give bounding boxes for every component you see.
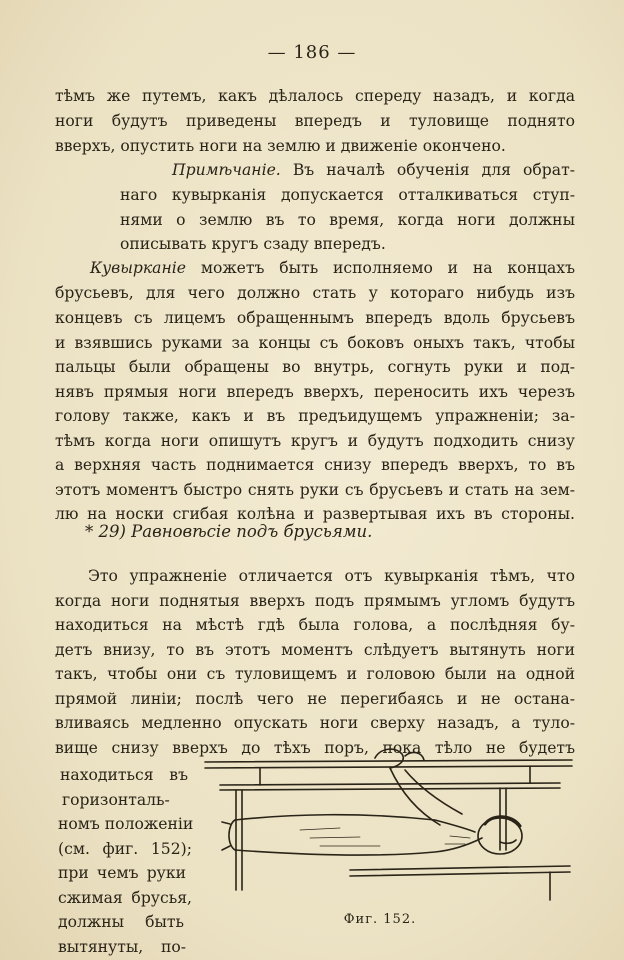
bar-rail-lower-under	[220, 788, 560, 790]
text-line: а верхняя часть поднимается снизу впередъ вверхъ, то въ	[55, 456, 575, 474]
note-line: описывать кругъ сзаду впередъ.	[120, 235, 386, 253]
wrap-line: вытянуты, по-	[58, 938, 186, 956]
wrap-line: при чемъ руки	[58, 864, 186, 882]
hands	[375, 749, 403, 768]
text-line: вверхъ, опустить ноги на землю и движеніе окончено.	[55, 137, 506, 155]
text-line: Это упражненіе отличается отъ кувырканія тѣмъ, что	[88, 567, 575, 585]
text-line: и взявшись руками за концы съ боковъ оныхъ такъ, чтобы	[55, 334, 575, 352]
bar-rail-upper	[205, 760, 572, 762]
arm	[405, 770, 462, 814]
text-line: брусьевъ, для чего должно стать у котораго нибудь изъ	[55, 284, 575, 302]
note-first-line	[172, 160, 575, 180]
torso-lower	[235, 838, 482, 855]
kuv-first-text: можетъ быть исполняемо и на концахъ	[200, 259, 575, 277]
note-first-text: Въ началѣ обученія для обрат-	[292, 161, 575, 179]
wrap-line: номъ положеніи	[58, 815, 194, 833]
hair	[485, 817, 520, 826]
page-number: — 186 —	[267, 42, 357, 63]
text-line: этотъ моментъ быстро снять руки съ брусьевъ и стать на зем-	[55, 481, 575, 499]
text-line: тѣмъ же путемъ, какъ дѣлалось спереду назадъ, и когда	[55, 87, 575, 105]
kuv-first-line	[90, 258, 575, 278]
note-label: Примѣчаніе.	[172, 161, 281, 179]
text-line: концевъ съ лицемъ обращеннымъ впередъ вдоль брусьевъ	[55, 309, 575, 327]
wrap-line: должны быть	[58, 913, 184, 931]
text-line: ноги будутъ приведены впередъ и туловище поднято	[55, 112, 575, 130]
wrap-line: сжимая брусья,	[58, 889, 192, 907]
text-line: вливаясь медленно опускать ноги сверху назадъ, а туло-	[55, 714, 575, 732]
text-line: нявъ прямыя ноги впередъ вверхъ, переносить ихъ черезъ	[55, 383, 575, 401]
note-line: наго кувырканія допускается отталкиваться ступ-	[120, 186, 575, 204]
torso-upper	[235, 815, 475, 832]
bar-rail-lower	[220, 783, 560, 785]
kuv-label: Кувырканіе	[90, 259, 186, 277]
figure-152-illustration	[200, 740, 585, 910]
wrap-line: (см. фиг. 152);	[58, 840, 192, 858]
text-line: когда ноги поднятыя вверхъ подъ прямымъ угломъ будутъ	[55, 592, 575, 610]
text-line: голову также, какъ и въ предъидущемъ упражненіи; за-	[55, 407, 575, 425]
text-line: вище снизу вверхъ до тѣхъ поръ, пока тѣло не будетъ	[55, 739, 575, 757]
text-line: лю на носки сгибая колѣна и развертывая ихъ въ стороны.	[55, 505, 575, 523]
section-heading: * 29) Равновѣсіе подъ брусьями.	[85, 522, 373, 541]
wrap-line: находиться въ	[60, 766, 188, 784]
text-line: детъ внизу, то въ этотъ моментъ слѣдуетъ вытянуть ноги	[55, 641, 575, 659]
text-line: пальцы были обращены во внутрь, согнуть руки и под-	[55, 358, 575, 376]
wrap-line: горизонталь-	[62, 791, 170, 809]
text-line: такъ, чтобы они съ туловищемъ и головою были на одной	[55, 665, 575, 683]
text-line: прямой линіи; послѣ чего не перегибаясь и не остана-	[55, 690, 575, 708]
figure-caption: Фиг. 152.	[343, 912, 417, 927]
note-line: нями о землю въ то время, когда ноги должны	[120, 211, 575, 229]
text-line: тѣмъ когда ноги опишутъ кругъ и будутъ подходить снизу	[55, 432, 575, 450]
text-line: находиться на мѣстѣ гдѣ была голова, а послѣдняя бу-	[55, 616, 575, 634]
